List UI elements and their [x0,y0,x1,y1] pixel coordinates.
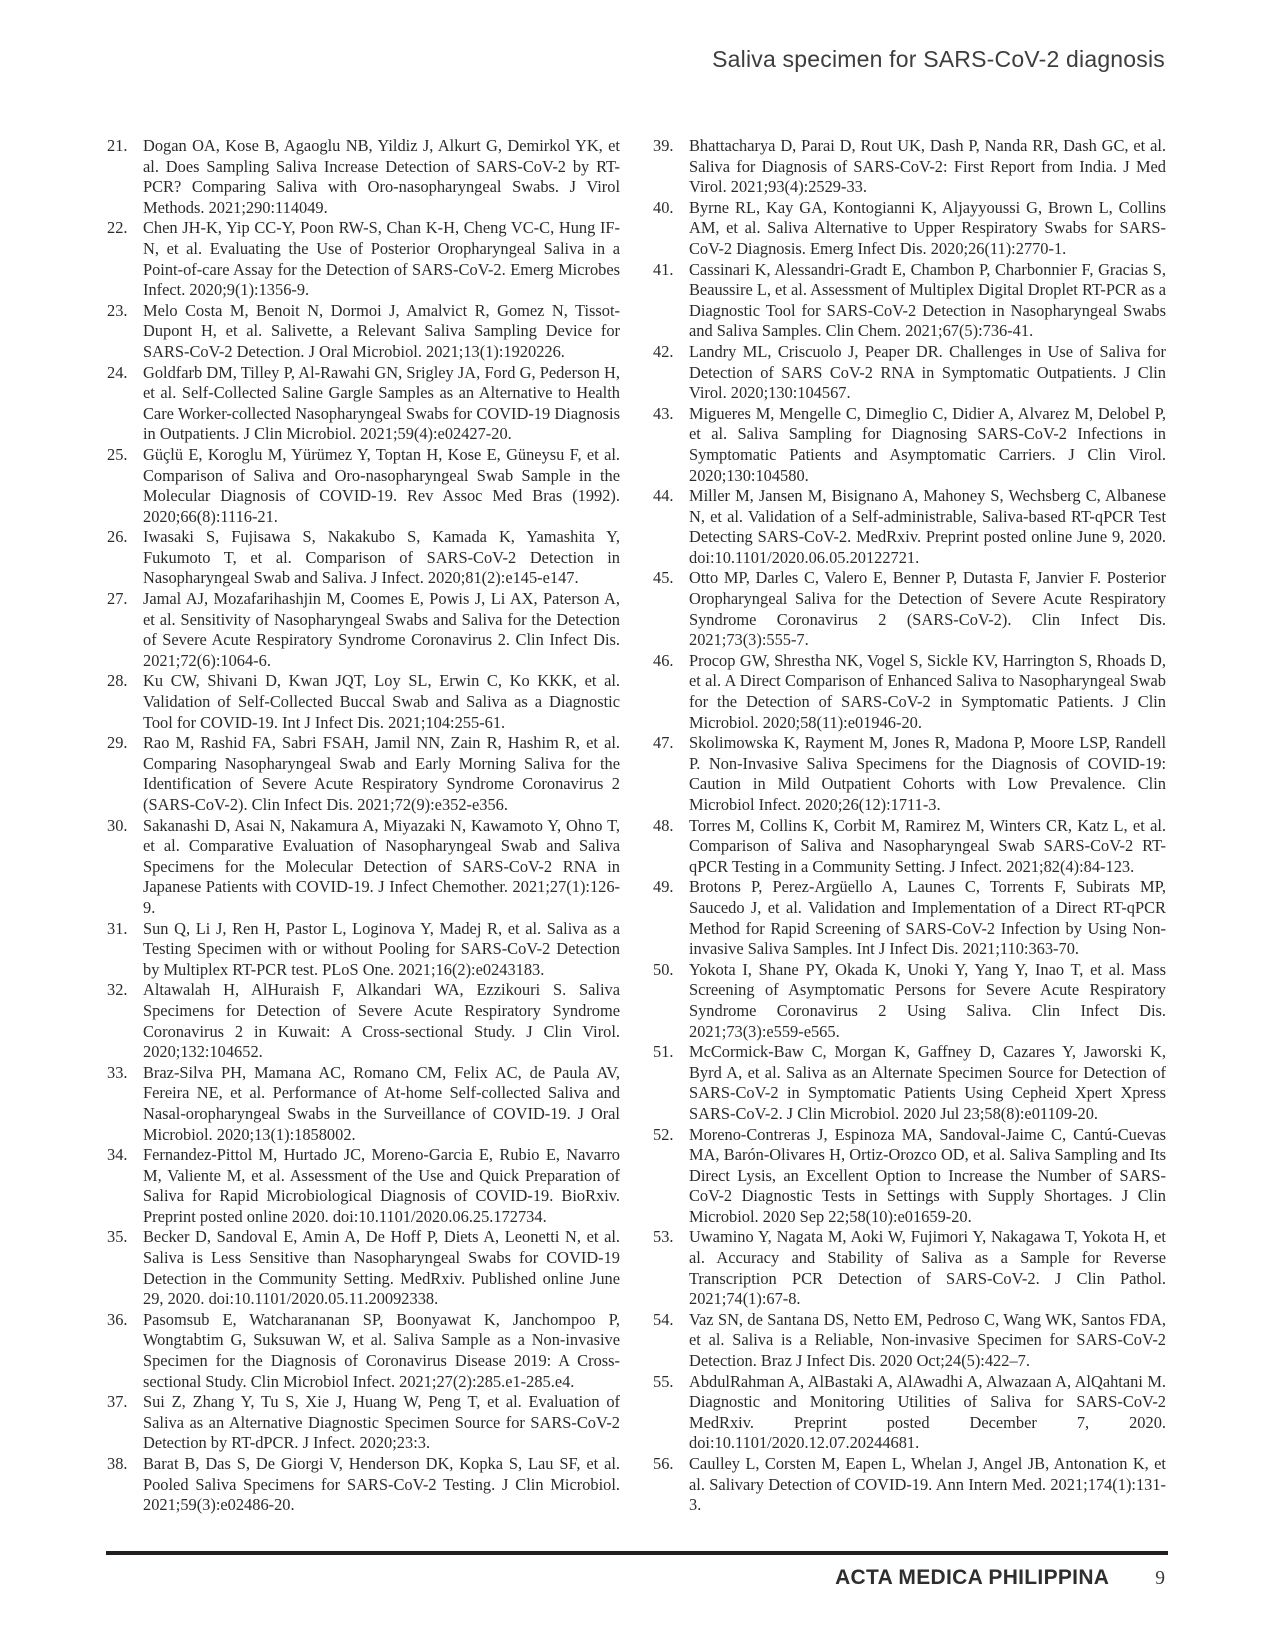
reference-item [107,671,620,733]
reference-number: 25. [107,444,128,464]
references-right-column [653,136,1166,1516]
reference-text: Rao M, Rashid FA, Sabri FSAH, Jamil NN, Zain R, Hashim R, et al. Comparing Nasopharyngeal Swab and Early Morning Saliva for the Identification of Severe Acute Respiratory Syndrome Coronavirus 2 (SARS-CoV-2). Clin Infect Dis. 2021;72(9):e352-e356. [143,733,620,814]
reference-number: 26. [107,527,128,547]
reference-text: Altawalah H, AlHuraish F, Alkandari WA, Ezzikouri S. Saliva Specimens for Detection of Severe Acute Respiratory Syndrome Coronavirus 2 in Kuwait: A Cross-sectional Study. J Clin Virol. 2020;132:104652. [143,980,620,1062]
reference-item [653,486,1166,568]
reference-number: 35. [107,1227,128,1247]
reference-item [107,1392,620,1454]
reference-number: 37. [107,1392,128,1412]
reference-item [107,1227,620,1309]
reference-text: Yokota I, Shane PY, Okada K, Unoki Y, Yang Y, Inao T, et al. Mass Screening of Asymptomatic Persons for Severe Acute Respiratory Syndrome Coronavirus 2 Using Saliva. Clin Infect Dis. 2021;73(3):e559-e565. [689,959,1166,1041]
reference-number: 23. [107,300,128,320]
reference-item [653,1042,1166,1124]
reference-item [653,1372,1166,1454]
reference-number: 55. [653,1371,674,1391]
reference-item [653,342,1166,404]
reference-number: 31. [107,918,128,938]
reference-text: Güçlü E, Koroglu M, Yürümez Y, Toptan H, Kose E, Güneysu F, et al. Comparison of Saliva and Oro-nasopharyngeal Swab Sample in the Molecular Diagnosis of COVID-19. Rev Assoc Med Bras (1992). 2020;66(8):1116-21. [143,444,620,526]
reference-text: Moreno-Contreras J, Espinoza MA, Sandoval-Jaime C, Cantú-Cuevas MA, Barón-Olivares H, Ortiz-Orozco OD, et al. Saliva Sampling and Its Direct Lysis, an Excellent Option to Increase the Number of SARS-CoV-2 Diagnostic Tests in Settings with Supply Shortages. J Clin Microbiol. 2020 Sep 22;58(10):e01659-20. [689,1124,1166,1226]
reference-item [107,1454,620,1516]
reference-text: Brotons P, Perez-Argüello A, Launes C, Torrents F, Subirats MP, Saucedo J, et al. Validation and Implementation of a Direct RT-qPCR Method for Rapid Screening of SARS-CoV-2 Infection by Using Non-invasive Saliva Samples. Int J Infect Dis. 2021;110:363-70. [689,877,1166,959]
reference-number: 28. [107,671,128,691]
reference-item [653,1125,1166,1228]
reference-number: 30. [107,815,128,835]
references-left-column [107,136,620,1516]
reference-item [107,816,620,919]
reference-item [107,733,620,815]
page-footer [835,1566,1165,1590]
reference-number: 40. [653,197,674,217]
reference-number: 21. [107,136,128,155]
reference-item [653,651,1166,733]
reference-item [653,136,1166,198]
footer-journal-name: ACTA MEDICA PHILIPPINA [835,1566,1110,1589]
reference-item [107,589,620,671]
reference-item [653,260,1166,342]
reference-item [653,1227,1166,1309]
reference-text: Goldfarb DM, Tilley P, Al-Rawahi GN, Srigley JA, Ford G, Pederson H, et al. Self-Collected Saline Gargle Samples as an Alternative to Health Care Worker-collected Nasopharyngeal Swabs for COVID-19 Diagnosis in Outpatients. J Clin Microbiol. 2021;59(4):e02427-20. [143,362,620,444]
reference-text: Landry ML, Criscuolo J, Peaper DR. Challenges in Use of Saliva for Detection of SARS CoV-2 RNA in Symptomatic Outpatients. J Clin Virol. 2020;130:104567. [689,341,1166,403]
reference-number: 44. [653,486,674,506]
reference-text: Melo Costa M, Benoit N, Dormoi J, Amalvict R, Gomez N, Tissot-Dupont H, et al. Salivette, a Relevant Saliva Sampling Device for SARS-CoV-2 Detection. J Oral Microbiol. 2021;13(1):1920226. [143,300,620,361]
reference-text: AbdulRahman A, AlBastaki A, AlAwadhi A, Alwazaan A, AlQahtani M. Diagnostic and Monitoring Utilities of Saliva for SARS-CoV-2 MedRxiv. Preprint posted December 7, 2020. doi:10.1101/2020.12.07.20244681. [689,1371,1166,1453]
reference-number: 47. [653,733,674,753]
reference-number: 38. [107,1454,128,1473]
reference-text: Torres M, Collins K, Corbit M, Ramirez M, Winters CR, Katz L, et al. Comparison of Saliva and Nasopharyngeal Swab SARS-CoV-2 RT-qPCR Testing in a Community Setting. J Infect. 2021;82(4):84-123. [689,815,1166,876]
reference-number: 24. [107,362,128,382]
reference-text: Iwasaki S, Fujisawa S, Nakakubo S, Kamada K, Yamashita Y, Fukumoto T, et al. Comparison of SARS-CoV-2 Detection in Nasopharyngeal Swab and Saliva. J Infect. 2020;81(2):e145-e147. [143,527,620,588]
reference-item [107,1310,620,1392]
reference-text: Skolimowska K, Rayment M, Jones R, Madona P, Moore LSP, Randell P. Non-Invasive Saliva Specimens for the Diagnosis of COVID-19: Caution in Mild Outpatient Cohorts with Low Prevalence. Clin Microbiol Infect. 2020;26(12):1711-3. [689,733,1166,814]
reference-text: Otto MP, Darles C, Valero E, Benner P, Dutasta F, Janvier F. Posterior Oropharyngeal Saliva for the Detection of Severe Acute Respiratory Syndrome Coronavirus 2 (SARS-CoV-2). Clin Infect Dis. 2021;73(3):555-7. [689,568,1166,650]
reference-item [107,445,620,527]
reference-number: 43. [653,403,674,423]
reference-number: 33. [107,1062,128,1082]
reference-item [653,404,1166,486]
reference-text: Sakanashi D, Asai N, Nakamura A, Miyazaki N, Kawamoto Y, Ohno T, et al. Comparative Evaluation of Nasopharyngeal Swab and Saliva Specimens for the Molecular Detection of SARS-CoV-2 RNA in Japanese Patients with COVID-19. J Infect Chemother. 2021;27(1):126-9. [143,815,620,917]
reference-number: 27. [107,589,128,609]
reference-number: 49. [653,877,674,897]
reference-number: 42. [653,341,674,361]
reference-columns [107,136,1166,1516]
reference-number: 52. [653,1124,674,1144]
reference-number: 54. [653,1309,674,1329]
reference-text: Ku CW, Shivani D, Kwan JQT, Loy SL, Erwin C, Ko KKK, et al. Validation of Self-Collected Buccal Swab and Saliva as a Diagnostic Tool for COVID-19. Int J Infect Dis. 2021;104:255-61. [143,671,620,732]
reference-item [107,919,620,981]
reference-text: Jamal AJ, Mozafarihashjin M, Coomes E, Powis J, Li AX, Paterson A, et al. Sensitivity of Nasopharyngeal Swabs and Saliva for the Detection of Severe Acute Respiratory Syndrome Coronavirus 2. Clin Infect Dis. 2021;72(6):1064-6. [143,589,620,670]
reference-text: Barat B, Das S, De Giorgi V, Henderson DK, Kopka S, Lau SF, et al. Pooled Saliva Specimens for SARS-CoV-2 Testing. J Clin Microbiol. 2021;59(3):e02486-20. [143,1454,620,1515]
running-head-title: Saliva specimen for SARS-CoV-2 diagnosis [712,46,1165,72]
reference-item [107,218,620,300]
reference-text: Chen JH-K, Yip CC-Y, Poon RW-S, Chan K-H, Cheng VC-C, Hung IF-N, et al. Evaluating the Use of Posterior Oropharyngeal Saliva in a Point-of-care Assay for the Detection of SARS-CoV-2. Emerg Microbes Infect. 2020;9(1):1356-9. [143,218,620,300]
reference-text: Pasomsub E, Watcharananan SP, Boonyawat K, Janchompoo P, Wongtabtim G, Suksuwan W, et al. Saliva Sample as a Non-invasive Specimen for the Diagnosis of Coronavirus Disease 2019: A Cross-sectional Study. Clin Microbiol Infect. 2021;27(2):285.e1-285.e4. [143,1309,620,1391]
reference-text: Miller M, Jansen M, Bisignano A, Mahoney S, Wechsberg C, Albanese N, et al. Validation of a Self-administrable, Saliva-based RT-qPCR Test Detecting SARS-CoV-2. MedRxiv. Preprint posted online June 9, 2020. doi:10.1101/2020.06.05.20122721. [689,486,1166,567]
reference-number: 50. [653,959,674,979]
reference-text: Migueres M, Mengelle C, Dimeglio C, Didier A, Alvarez M, Delobel P, et al. Saliva Sampling for Diagnosing SARS-CoV-2 Infections in Symptomatic Patients and Asymptomatic Carriers. J Clin Virol. 2020;130:104580. [689,403,1166,485]
reference-text: Uwamino Y, Nagata M, Aoki W, Fujimori Y, Nakagawa T, Yokota H, et al. Accuracy and Stability of Saliva as a Sample for Reverse Transcription PCR Detection of SARS-CoV-2. J Clin Pathol. 2021;74(1):67-8. [689,1227,1166,1309]
reference-text: Sun Q, Li J, Ren H, Pastor L, Loginova Y, Madej R, et al. Saliva as a Testing Specimen with or without Pooling for SARS-CoV-2 Detection by Multiplex RT-PCR test. PLoS One. 2021;16(2):e0243183. [143,918,620,979]
reference-text: Dogan OA, Kose B, Agaoglu NB, Yildiz J, Alkurt G, Demirkol YK, et al. Does Sampling Saliva Increase Detection of SARS-CoV-2 by RT-PCR? Comparing Saliva with Oro-nasopharyngeal Swabs. J Virol Methods. 2021;290:114049. [143,136,620,217]
reference-number: 45. [653,568,674,588]
reference-number: 32. [107,980,128,1000]
reference-item [653,733,1166,815]
reference-number: 53. [653,1227,674,1247]
reference-item [107,301,620,363]
reference-number: 51. [653,1042,674,1062]
reference-number: 29. [107,733,128,753]
reference-item [653,1310,1166,1372]
reference-item [653,877,1166,959]
reference-number: 56. [653,1454,674,1473]
reference-text: Braz-Silva PH, Mamana AC, Romano CM, Felix AC, de Paula AV, Fereira NE, et al. Performance of At-home Self-collected Saliva and Nasal-oropharyngeal Swabs in the Surveillance of COVID-19. J Oral Microbiol. 2020;13(1):1858002. [143,1062,620,1144]
reference-text: Fernandez-Pittol M, Hurtado JC, Moreno-Garcia E, Rubio E, Navarro M, Valiente M, et al. Assessment of the Use and Quick Preparation of Saliva for Rapid Microbiological Diagnosis of COVID-19. BioRxiv. Preprint posted online 2020. doi:10.1101/2020.06.25.172734. [143,1145,620,1226]
footer-page-number: 9 [1155,1568,1165,1589]
reference-number: 46. [653,650,674,670]
reference-text: Byrne RL, Kay GA, Kontogianni K, Aljayyoussi G, Brown L, Collins AM, et al. Saliva Alternative to Upper Respiratory Swabs for SARS-CoV-2 Diagnosis. Emerg Infect Dis. 2020;26(11):2770-1. [689,197,1166,258]
reference-number: 39. [653,136,674,155]
reference-text: McCormick-Baw C, Morgan K, Gaffney D, Cazares Y, Jaworski K, Byrd A, et al. Saliva as an Alternate Specimen Source for Detection of SARS-CoV-2 in Symptomatic Patients Using Cepheid Xpert Xpress SARS-CoV-2. J Clin Microbiol. 2020 Jul 23;58(8):e01109-20. [689,1042,1166,1123]
reference-item [653,568,1166,650]
reference-text: Procop GW, Shrestha NK, Vogel S, Sickle KV, Harrington S, Rhoads D, et al. A Direct Comparison of Enhanced Saliva to Nasopharyngeal Swab for the Detection of SARS-CoV-2 in Symptomatic Patients. J Clin Microbiol. 2020;58(11):e01946-20. [689,650,1166,732]
reference-text: Caulley L, Corsten M, Eapen L, Whelan J, Angel JB, Antonation K, et al. Salivary Detection of COVID-19. Ann Intern Med. 2021;174(1):131-3. [689,1454,1166,1515]
reference-item [653,960,1166,1042]
reference-text: Becker D, Sandoval E, Amin A, De Hoff P, Diets A, Leonetti N, et al. Saliva is Less Sensitive than Nasopharyngeal Swabs for COVID-19 Detection in the Community Setting. MedRxiv. Published online June 29, 2020. doi:10.1101/2020.05.11.20092338. [143,1227,620,1309]
reference-number: 36. [107,1309,128,1329]
reference-number: 22. [107,218,128,238]
reference-item [653,816,1166,878]
reference-item [107,1145,620,1227]
reference-item [107,1063,620,1145]
reference-item [107,136,620,218]
reference-text: Cassinari K, Alessandri-Gradt E, Chambon P, Charbonnier F, Gracias S, Beaussire L, et al. Assessment of Multiplex Digital Droplet RT-PCR as a Diagnostic Tool for SARS-CoV-2 Detection in Nasopharyngeal Swabs and Saliva Samples. Clin Chem. 2021;67(5):736-41. [689,259,1166,341]
reference-number: 41. [653,259,674,279]
reference-text: Vaz SN, de Santana DS, Netto EM, Pedroso C, Wang WK, Santos FDA, et al. Saliva is a Reliable, Non-invasive Specimen for SARS-CoV-2 Detection. Braz J Infect Dis. 2020 Oct;24(5):422–7. [689,1309,1166,1371]
reference-item [107,980,620,1062]
reference-text: Sui Z, Zhang Y, Tu S, Xie J, Huang W, Peng T, et al. Evaluation of Saliva as an Alternative Diagnostic Specimen Source for SARS-CoV-2 Detection by RT-dPCR. J Infect. 2020;23:3. [143,1392,620,1453]
reference-item [107,527,620,589]
reference-item [653,1454,1166,1516]
reference-item [107,363,620,445]
reference-number: 48. [653,815,674,835]
reference-number: 34. [107,1145,128,1165]
reference-item [653,198,1166,260]
reference-text: Bhattacharya D, Parai D, Rout UK, Dash P, Nanda RR, Dash GC, et al. Saliva for Diagnosis of SARS-CoV-2: First Report from India. J Med Virol. 2021;93(4):2529-33. [689,136,1166,197]
footer-rule [106,1551,1168,1555]
